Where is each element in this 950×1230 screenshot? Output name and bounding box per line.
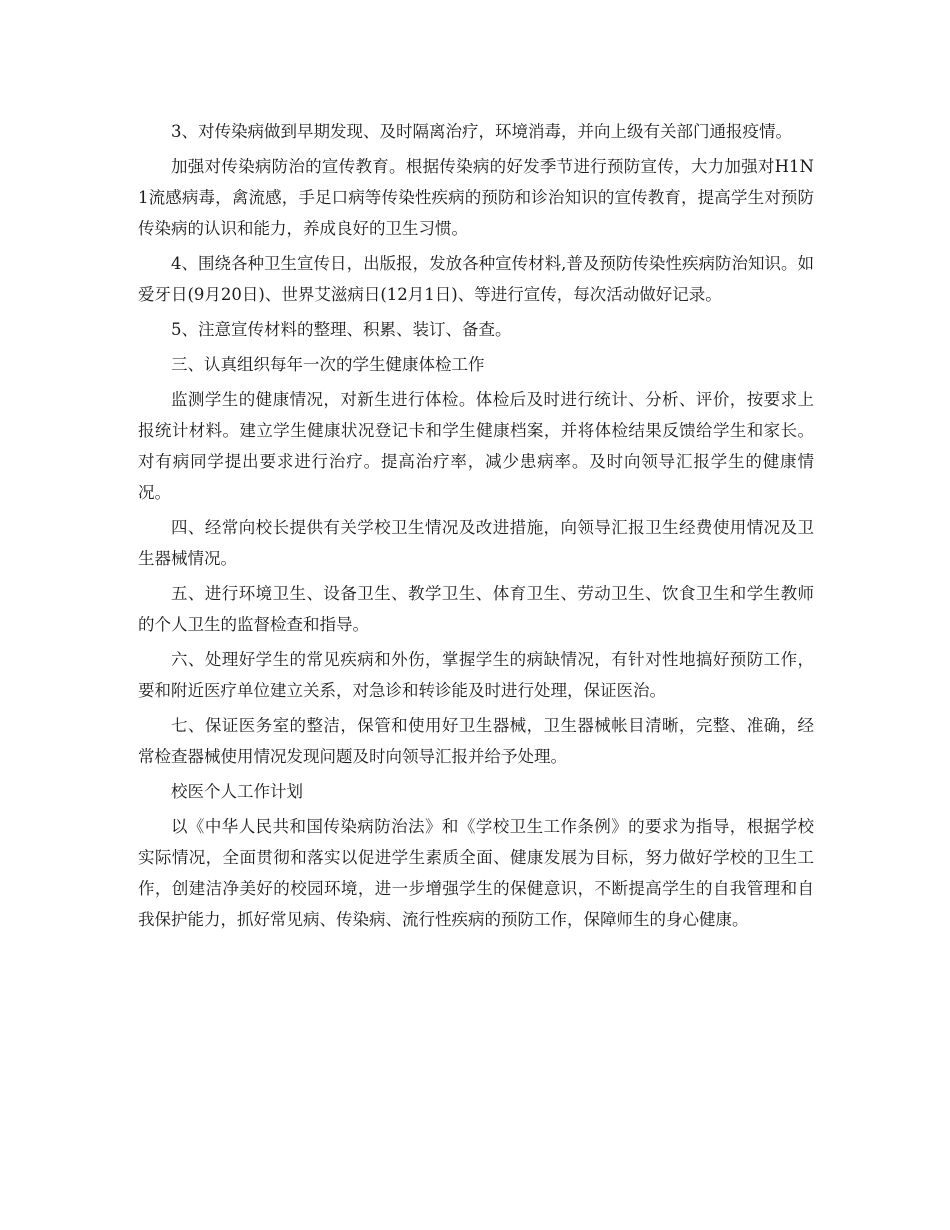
- paragraph-guiding-principle: 以《中华人民共和国传染病防治法》和《学校卫生工作条例》的要求为指导，根据学校实际情况，全面贯彻和落实以促进学生素质全面、健康发展为目标，努力做好学校的卫生工作，创建洁净美好的校园环境，进一步增强学生的保健意识，不断提高学生的自我管理和自我保护能力，抓好常见病、传染病、流行性疾病的预防工作，保障师生的身心健康。: [138, 817, 814, 929]
- paragraph-item-3: 3、对传染病做到早期发现、及时隔离治疗，环境消毒，并向上级有关部门通报疫情。: [171, 122, 792, 141]
- paragraph-item-4: 4、围绕各种卫生宣传日，出版报，发放各种宣传材料,普及预防传染性疾病防治知识。如爱牙日(9月20日)、世界艾滋病日(12月1日)、等进行宣传，每次活动做好记录。: [138, 254, 814, 304]
- paragraph-health-monitoring: 监测学生的健康情况，对新生进行体检。体检后及时进行统计、分析、评价，按要求上报统计材料。建立学生健康状况登记卡和学生健康档案，并将体检结果反馈给学生和家长。对有病同学提出要求进行治疗。提高治疗率，减少患病率。及时向领导汇报学生的健康情况。: [138, 390, 814, 502]
- document-subtitle: 校医个人工作计划: [171, 782, 303, 801]
- section-heading-common-diseases: 六、处理好学生的常见疾病和外伤，掌握学生的病缺情况，有针对性地搞好预防工作，要和附近医疗单位建立关系，对急诊和转诊能及时进行处理，保证医治。: [138, 650, 814, 700]
- section-heading-hygiene-supervision: 五、进行环境卫生、设备卫生、教学卫生、体育卫生、劳动卫生、饮食卫生和学生教师的个人卫生的监督检查和指导。: [138, 584, 814, 634]
- paragraph-item-5: 5、注意宣传材料的整理、积累、装订、备查。: [171, 320, 512, 339]
- section-heading-report-to-principal: 四、经常向校长提供有关学校卫生情况及改进措施，向领导汇报卫生经费使用情况及卫生器械情况。: [138, 518, 814, 568]
- paragraph-publicity-education: 加强对传染病防治的宣传教育。根据传染病的好发季节进行预防宣传，大力加强对H1N1流感病毒，禽流感，手足口病等传染性疾病的预防和诊治知识的宣传教育，提高学生对预防传染病的认识和能力，养成良好的卫生习惯。: [138, 157, 814, 238]
- section-heading-health-checkup: 三、认真组织每年一次的学生健康体检工作: [171, 355, 485, 374]
- section-heading-clinic-maintenance: 七、保证医务室的整洁，保管和使用好卫生器械，卫生器械帐目清晰，完整、准确，经常检查器械使用情况发现问题及时向领导汇报并给予处理。: [138, 716, 814, 766]
- document-body: [138, 116, 814, 939]
